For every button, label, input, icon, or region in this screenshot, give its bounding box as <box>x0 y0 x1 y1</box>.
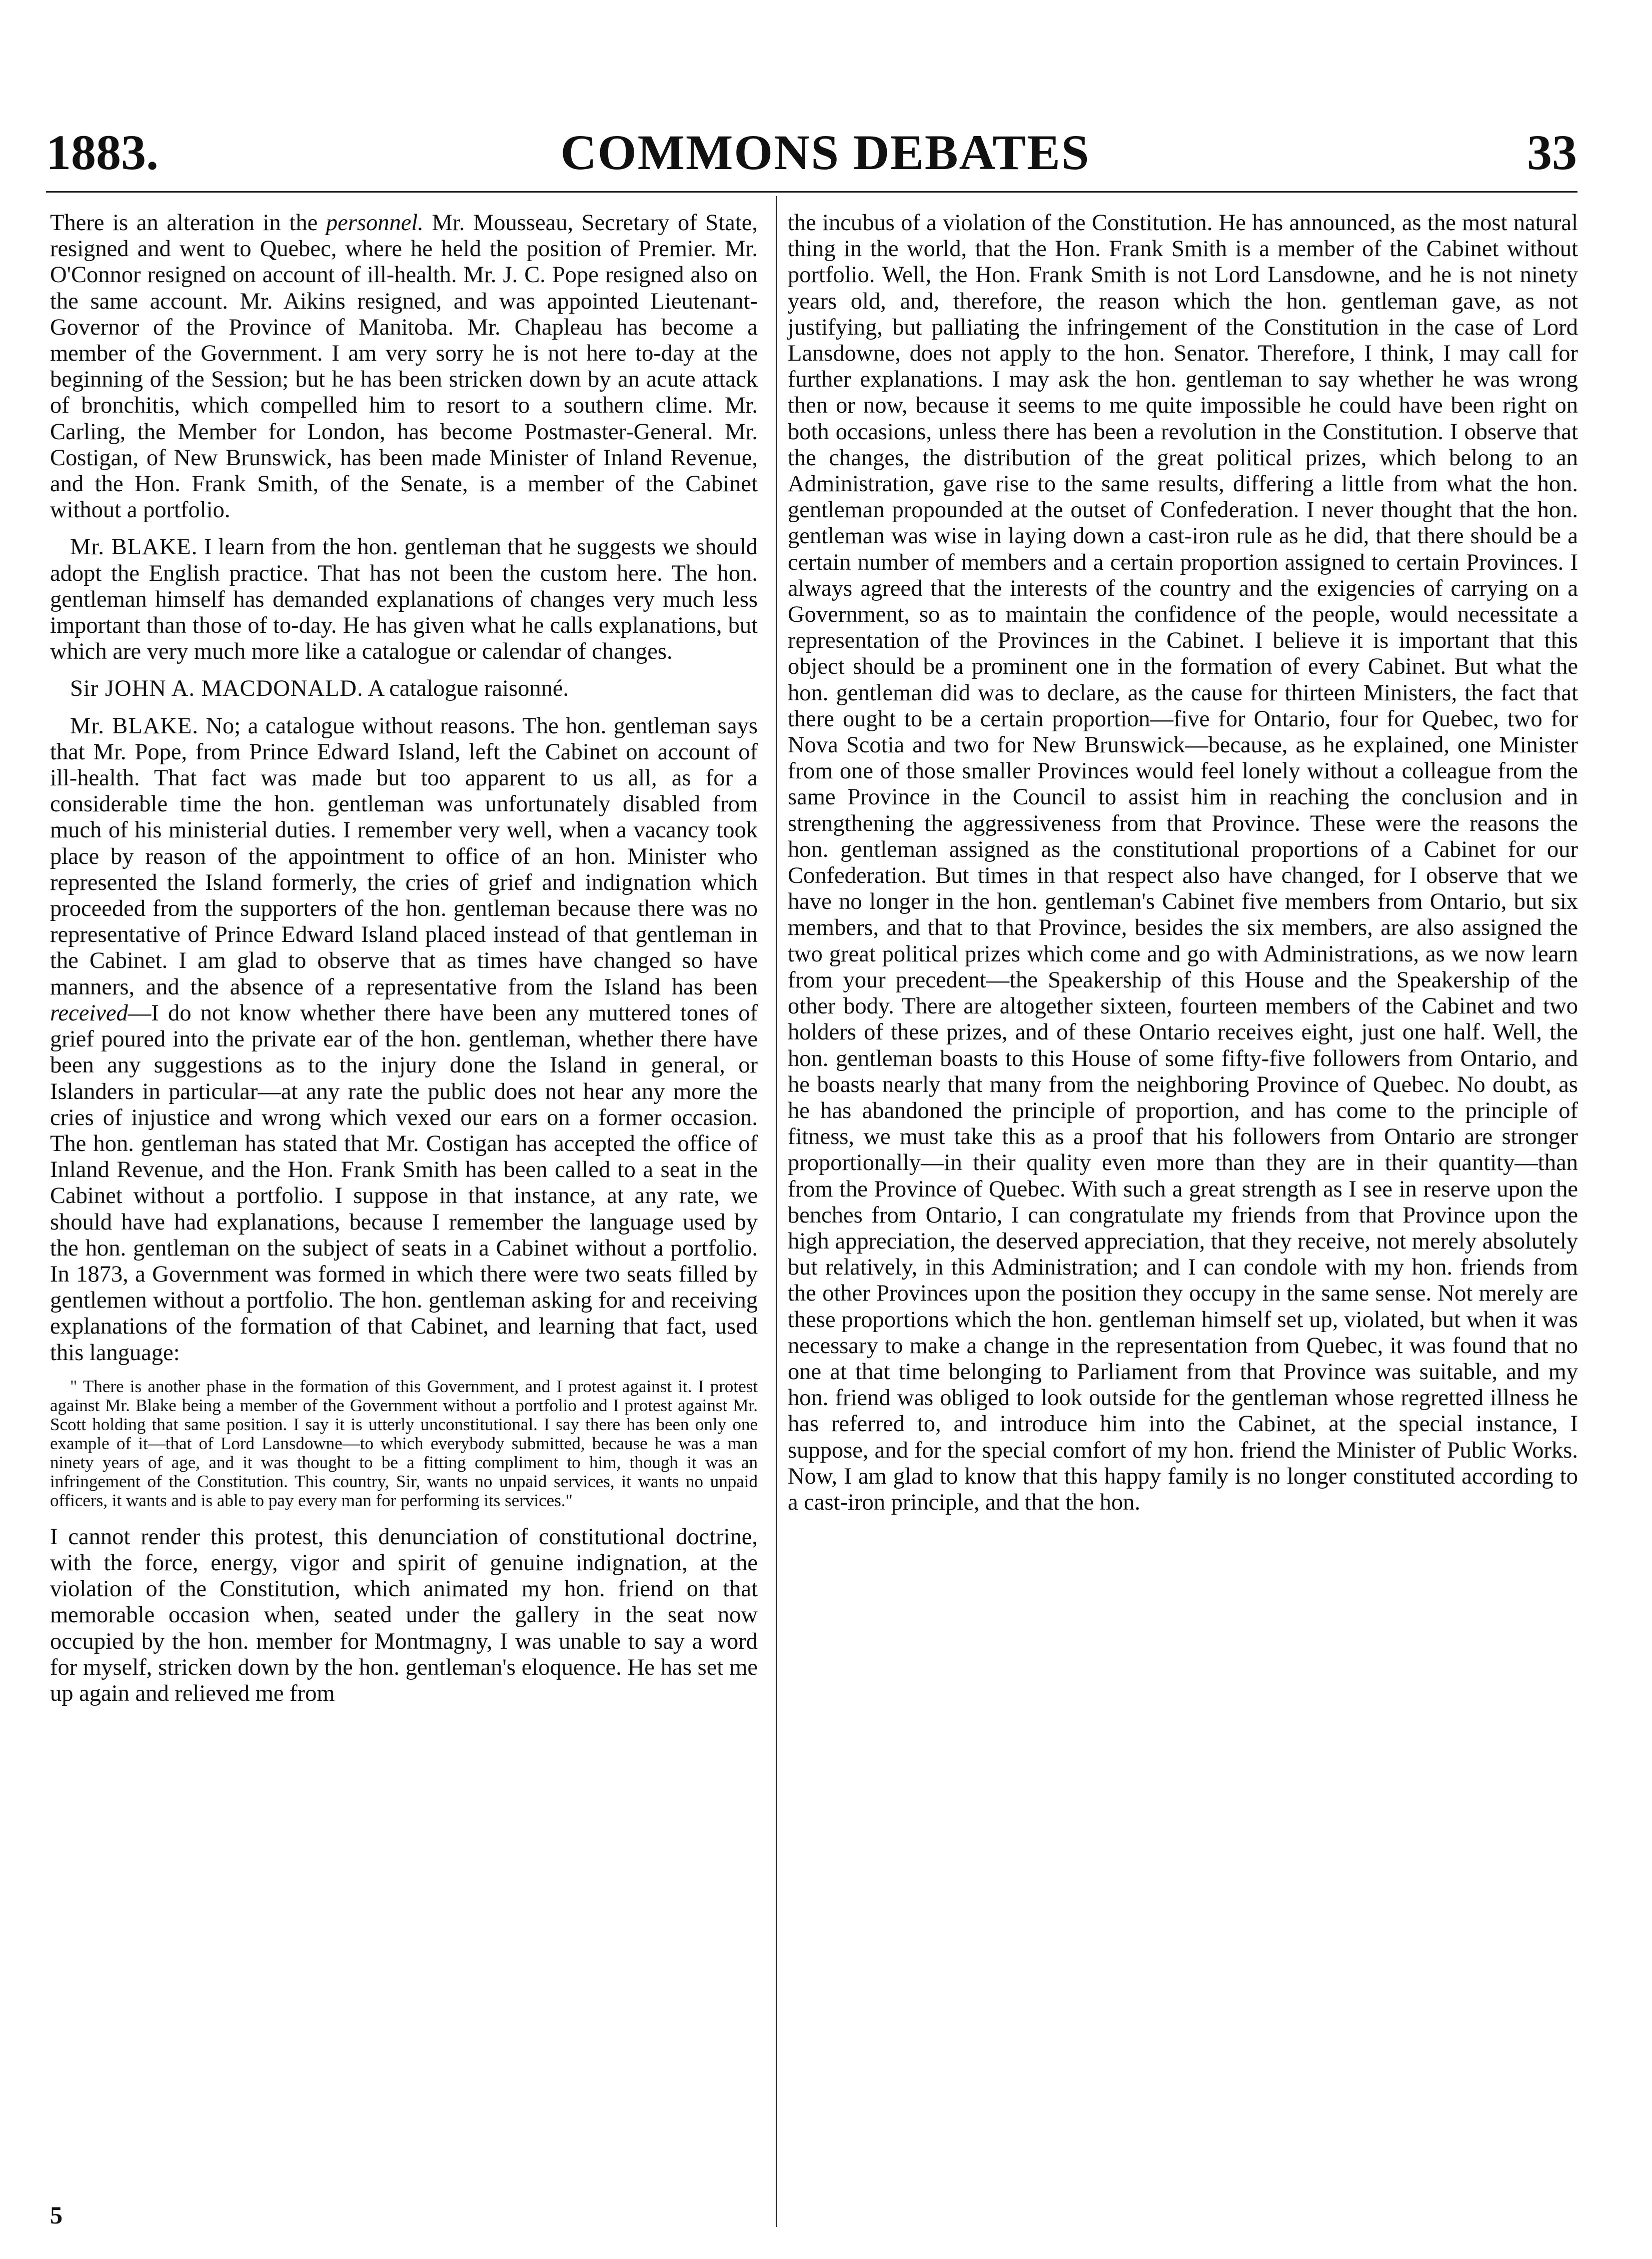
paragraph-alteration: There is an alteration in the personnel. Mr. Mousseau, Secretary of State, resigned and went to Quebec, where he held the position of Premier. Mr. O'Connor resigned on account of ill-health. Mr. J. C. Pope resigned also on the same account. Mr. Aikins resigned, and was appointed Lieutenant-Governor of the Province of Manitoba. Mr. Chapleau has become a member of the Government. I am very sorry he is not here to-day at the beginning of the Session; but he has been stricken down by an acute attack of bronchitis, which compelled him to resort to a southern clime. Mr. Carling, the Member for London, has become Postmaster-General. Mr. Costigan, of New Brunswick, has been made Minister of Inland Revenue, and the Hon. Frank Smith, of the Senate, is a member of the Cabinet without a portfolio. <box>50 210 758 523</box>
paragraph-cannot-render: I cannot render this protest, this denunciation of constitutional doctrine, with the force, energy, vigor and spirit of genuine indignation, at the violation of the Constitution, which animated my hon. friend on that memorable occasion when, seated under the gallery in the seat now occupied by the hon. member for Montmagny, I was unable to say a word for myself, stricken down by the hon. gentleman's eloquence. He has set me up again and relieved me from <box>50 1524 758 1706</box>
speaker-name: Mr. BLAKE. <box>70 713 199 739</box>
signature-mark: 5 <box>50 2201 63 2229</box>
right-column <box>788 210 1578 1516</box>
header-rule <box>46 191 1577 193</box>
header-page-number: 33 <box>1527 125 1577 180</box>
speaker-name: Sir JOHN A. MACDONALD. <box>70 676 364 702</box>
paragraph-blake-1: Mr. BLAKE. I learn from the hon. gentleman that he suggests we should adopt the English practice. That has not been the custom here. The hon. gentleman himself has demanded explanations of changes very much less important than those of to-day. He has given what he calls explanations, but which are very much more like a catalogue or calendar of changes. <box>50 534 758 665</box>
speaker-name: Mr. BLAKE. <box>70 534 198 560</box>
paragraph-incubus: the incubus of a violation of the Constitution. He has announced, as the most natural thing in the world, that the Hon. Frank Smith is a member of the Cabinet without portfolio. Well, the Hon. Frank Smith is not Lord Lansdowne, and he is not ninety years old, and, therefore, the reason which the hon. gentleman gave, as not justifying, but palliating the infringement of the Constitution in the case of Lord Lansdowne, does not apply to the hon. Senator. Therefore, I think, I may call for further explanations. I may ask the hon. gentleman to say whether he was wrong then or now, because it seems to me quite impossible he could have been right on both occasions, unless there has been a revolution in the Constitution. I observe that the changes, the distribution of the great political prizes, which belong to an Administration, gave rise to the same results, differing a little from what the hon. gentleman propounded at the outset of Confederation. I never thought that the hon. gentleman was wise in laying down a cast-iron rule as he did, that there should be a certain number of members and a certain proportion assigned to certain Provinces. I always agreed that the interests of the country and the exigencies of carrying on a Government, so as to maintain the confidence of the people, would necessitate a representation of the Provinces in the Cabinet. I believe it is important that this object should be a prominent one in the formation of every Cabinet. But what the hon. gentleman did was to declare, as the cause for thirteen Ministers, the fact that there ought to be a certain proportion—five for Ontario, four for Quebec, two for Nova Scotia and two for New Brunswick—because, as he explained, one Minister from one of those smaller Provinces would feel lonely without a colleague from the same Province in the Council to assist him in reaching the conclusion and in strengthening the aggressiveness from that Province. These were the reasons the hon. gentleman assigned as the constitutional proportions of a Cabinet for our Confederation. But times in that respect also have changed, for I observe that we have no longer in the hon. gentleman's Cabinet five members from Ontario, but six members, and that to that Province, besides the six members, are also assigned the two great political prizes which come and go with Administrations, as we now learn from your precedent—the Speakership of this House and the Speakership of the other body. There are altogether sixteen, fourteen members of the Cabinet and two holders of these prizes, and of these Ontario receives eight, just one half. Well, the hon. gentleman boasts to this House of some fifty-five followers from Ontario, and he boasts nearly that many from the neighboring Province of Quebec. No doubt, as he has abandoned the principle of proportion, and has come to the principle of fitness, we must take this as a proof that his followers from Ontario are stronger proportionally—in their quality even more than they are in their quantity—than from the Province of Quebec. With such a great strength as I see in reserve upon the benches from Ontario, I can congratulate my friends from that Province upon the high appreciation, the deserved appreciation, that they receive, not merely absolutely but relatively, in this Administration; and I can condole with my hon. friends from the other Provinces upon the position they occupy in the same sense. Not merely are these proportions which the hon. gentleman himself set up, violated, but when it was necessary to make a change in the representation from Quebec, it was found that no one at that time belonging to Parliament from that Province was suitable, and my hon. friend was obliged to look outside for the gentleman whose regretted illness he has referred to, and introduce him into the Cabinet, at the special instance, I suppose, and for the special comfort of my hon. friend the Minister of Public Works. Now, I am glad to know that this happy family is no longer constituted according to a cast-iron principle, and that the hon. <box>788 210 1578 1515</box>
header-title: COMMONS DEBATES <box>560 125 1090 180</box>
column-divider <box>776 196 777 2227</box>
left-column <box>50 210 758 1707</box>
paragraph-blake-2: Mr. BLAKE. No; a catalogue without reasons. The hon. gentleman says that Mr. Pope, from Prince Edward Island, left the Cabinet on account of ill-health. That fact was made but too apparent to us all, as for a considerable time the hon. gentleman was unfortunately disabled from much of his ministerial duties. I remember very well, when a vacancy took place by reason of the appointment to office of an hon. Minister who represented the Island formerly, the cries of grief and indignation which proceeded from the supporters of the hon. gentleman because there was no representative of Prince Edward Island placed instead of that gentleman in the Cabinet. I am glad to observe that as times have changed so have manners, and the absence of a representative from the Island has been received—I do not know whether there have been any muttered tones of grief poured into the private ear of the hon. gentleman, whether there have been any suggestions as to the injury done the Island in general, or Islanders in particular—at any rate the public does not hear any more the cries of injustice and wrong which vexed our ears on a former occasion. The hon. gentleman has stated that Mr. Costigan has accepted the office of Inland Revenue, and the Hon. Frank Smith has been called to a seat in the Cabinet without a portfolio. I suppose in that instance, at any rate, we should have had explanations, because I remember the language used by the hon. gentleman on the subject of seats in a Cabinet without a portfolio. In 1873, a Government was formed in which there were two seats filled by gentlemen without a portfolio. The hon. gentleman asking for and receiving explanations of the formation of that Cabinet, and learning that fact, used this language: <box>50 713 758 1366</box>
paragraph-macdonald: Sir JOHN A. MACDONALD. A catalogue raisonné. <box>70 676 569 702</box>
quoted-protest: " There is another phase in the formation of this Government, and I protest against it. I protest against Mr. Blake being a member of the Government without a portfolio and I protest against Mr. Scott holding that same position. I say it is utterly unconstitutional. I say there has been only one example of it—that of Lord Lansdowne—to which everybody submitted, because he was a man ninety years of age, and it was thought to be a fitting compliment to him, though it was an infringement of the Constitution. This country, Sir, wants no unpaid services, it wants no unpaid officers, it wants and is able to pay every man for performing its services." <box>50 1376 758 1510</box>
header-year: 1883. <box>46 125 159 180</box>
